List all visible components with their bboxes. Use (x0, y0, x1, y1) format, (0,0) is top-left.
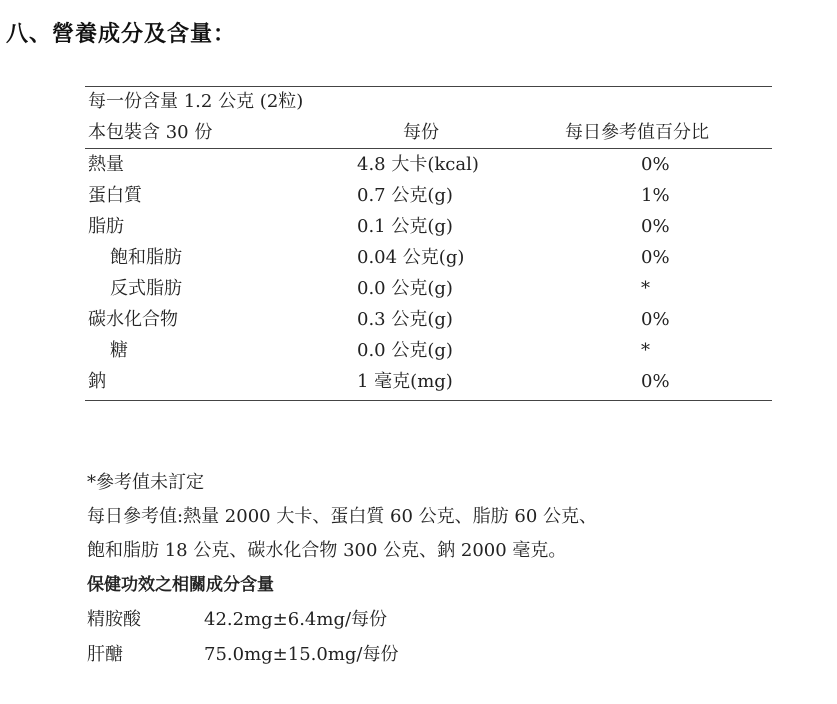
daily-reference-line-2: 飽和脂肪 18 公克、碳水化合物 300 公克、鈉 2000 毫克。 (87, 540, 567, 561)
daily-percent-header: 每日參考值百分比 (565, 122, 709, 143)
table-bottom-rule (85, 397, 772, 401)
nutrient-amount: 0.0 公克(g) (357, 278, 453, 299)
nutrient-percent: 0% (641, 154, 670, 175)
column-header-row (85, 117, 772, 149)
nutrient-name: 糖 (110, 340, 128, 361)
nutrient-amount: 0.3 公克(g) (357, 309, 453, 330)
ingredient-name: 精胺酸 (87, 609, 141, 630)
daily-reference-line-1: 每日參考值:熱量 2000 大卡、蛋白質 60 公克、脂肪 60 公克、 (87, 506, 598, 527)
nutrient-name: 反式脂肪 (110, 278, 182, 299)
nutrient-amount: 1 毫克(mg) (357, 371, 453, 392)
nutrient-percent: * (641, 278, 650, 299)
nutrient-percent: 0% (641, 309, 670, 330)
nutrient-amount: 4.8 大卡(kcal) (357, 154, 479, 175)
nutrient-percent: 1% (641, 185, 670, 206)
serving-size-row (85, 87, 772, 117)
health-ingredients-title: 保健功效之相關成分含量 (87, 575, 274, 595)
nutrient-name: 熱量 (88, 154, 124, 175)
nutrient-amount: 0.7 公克(g) (357, 185, 453, 206)
nutrient-amount: 0.1 公克(g) (357, 216, 453, 237)
nutrient-amount: 0.04 公克(g) (357, 247, 465, 268)
nutrient-name: 脂肪 (88, 216, 124, 237)
table-row (85, 366, 772, 397)
ingredient-name: 肝醣 (87, 644, 123, 665)
page-heading: 八、營養成分及含量： (6, 22, 237, 47)
nutrient-name: 蛋白質 (88, 185, 142, 206)
list-item (87, 602, 587, 637)
table-row (85, 273, 772, 304)
servings-per-package: 本包裝含 30 份 (88, 122, 213, 143)
nutrient-name: 碳水化合物 (88, 309, 178, 330)
nutrient-percent: 0% (641, 371, 670, 392)
list-item (87, 637, 587, 672)
nutrient-percent: 0% (641, 216, 670, 237)
table-row (85, 304, 772, 335)
nutrient-percent: 0% (641, 247, 670, 268)
per-serving-header: 每份 (403, 122, 439, 143)
table-row (85, 180, 772, 211)
nutrient-percent: * (641, 340, 650, 361)
nutrition-facts-table (85, 86, 772, 401)
ingredient-value: 42.2mg±6.4mg/每份 (204, 609, 388, 630)
nutrient-name: 飽和脂肪 (110, 247, 182, 268)
undefined-reference-note: *參考值未訂定 (87, 472, 204, 493)
notes-section (87, 466, 597, 672)
table-row (85, 149, 772, 180)
nutrient-name: 鈉 (88, 371, 106, 392)
serving-size: 每一份含量 1.2 公克 (2粒) (88, 91, 304, 112)
nutrient-amount: 0.0 公克(g) (357, 340, 453, 361)
table-row (85, 335, 772, 366)
table-row (85, 242, 772, 273)
table-row (85, 211, 772, 242)
ingredient-value: 75.0mg±15.0mg/每份 (204, 644, 399, 665)
